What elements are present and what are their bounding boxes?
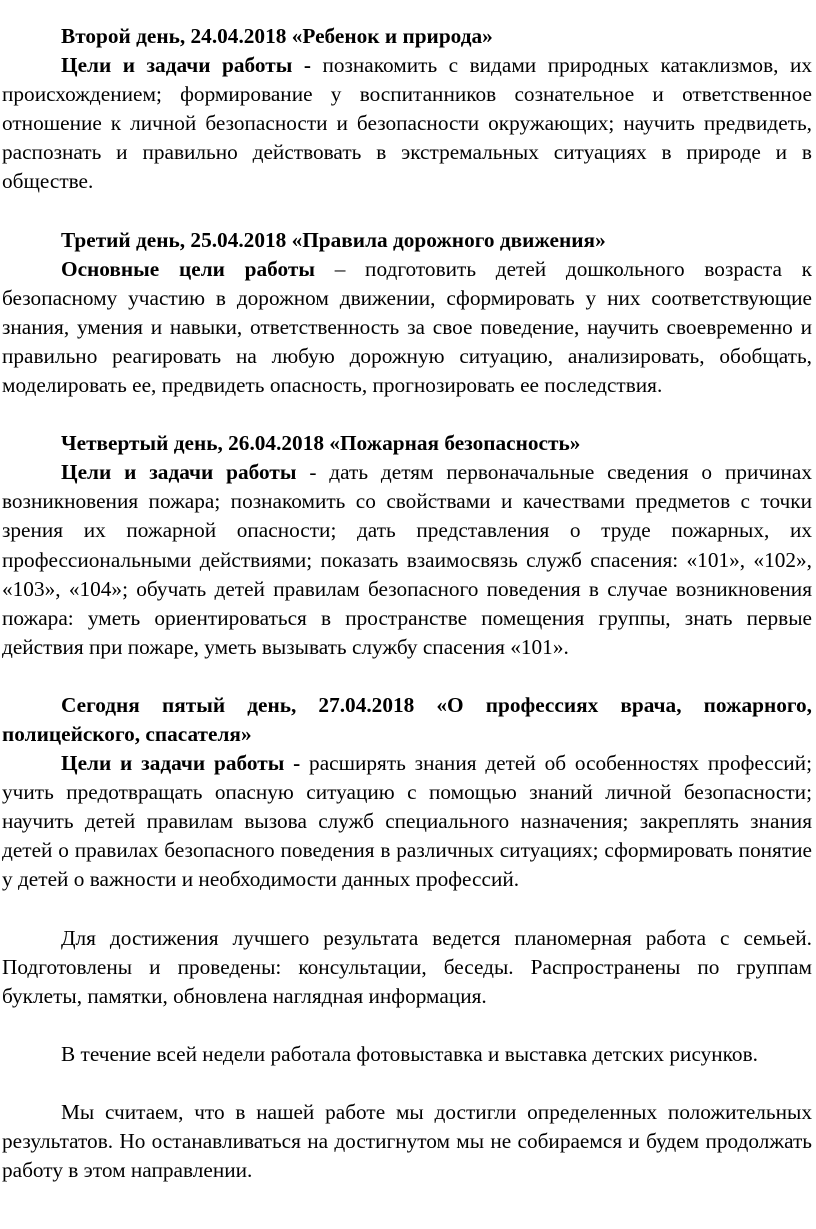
goals-label: Цели и задачи работы - <box>61 751 301 776</box>
section-body <box>2 255 812 400</box>
section-day-2 <box>2 22 812 197</box>
spacer <box>2 1011 812 1040</box>
goals-label: Цели и задачи работы - <box>61 53 311 78</box>
document-page <box>2 22 812 1185</box>
paragraph-conclusion: Мы считаем, что в нашей работе мы достигли определенных положительных результатов. Но останавливаться на достигнутом мы не собираемся и будем продолжать работу в этом направлении. <box>2 1099 812 1183</box>
section-day-3 <box>2 226 812 401</box>
section-heading: Третий день, 25.04.2018 «Правила дорожного движения» <box>61 227 606 252</box>
goals-text: - дать детям первоначальные сведения о причинах возникновения пожара; познакомить со свойствами и качествами предметов с точки зрения их пожарной опасности; дать представления о труде пожарных, их профессиональными действиями; показать взаимосвязь служб спасения: «101», «102», «103», «104»; обучать детей правилам безопасного поведения в случае возникновения пожара: уметь ориентироваться в пространстве помещения группы, знать первые действия при пожаре, уметь вызывать службу спасения «101». <box>2 460 812 659</box>
spacer <box>2 197 812 226</box>
section-heading: Второй день, 24.04.2018 «Ребенок и природа» <box>61 24 493 48</box>
goals-text: познакомить с видами природных катаклизмов, их происхождением; формирование у воспитанников сознательное и ответственное отношение к личной безопасности и безопасности окружающих; научить предвидеть, распознать и правильно действовать в экстремальных ситуациях в природе и в обществе. <box>2 53 812 194</box>
section-body <box>2 749 812 894</box>
goals-text: – подготовить детей дошкольного возраста к безопасному участию в дорожном движении, сформировать у них соответствующие знания, умения и навыки, ответственность за свое поведение, научить своевременно и правильно реагировать на любую дорожную ситуацию, анализировать, обобщать, моделировать ее, предвидеть опасность, прогнозировать ее последствия. <box>2 256 813 398</box>
section-body <box>2 458 812 662</box>
section-day-5 <box>2 691 812 895</box>
goals-text: расширять знания детей об особенностях профессий; учить предотвращать опасную ситуацию с помощью знаний личной безопасности; научить детей правилам вызова служб специального назначения; закреплять знания детей о правилах безопасного поведения в различных ситуациях; сформировать понятие у детей о важности и необходимости данных профессий. <box>2 751 812 892</box>
section-day-4 <box>2 429 812 662</box>
section-body <box>2 51 812 196</box>
spacer <box>2 662 812 691</box>
paragraph-family-work: Для достижения лучшего результата ведется планомерная работа с семьей. Подготовлены и проведены: консультации, беседы. Распространены по группам буклеты, памятки, обновлена наглядная информация. <box>2 925 812 1008</box>
section-heading: Четвертый день, 26.04.2018 «Пожарная безопасность» <box>61 431 581 456</box>
paragraph-exhibition: В течение всей недели работала фотовыставка и выставка детских рисунков. <box>61 1041 758 1066</box>
section-heading: Сегодня пятый день, 27.04.2018 «О профессиях врача, пожарного, полицейского, спасателя» <box>2 692 812 746</box>
goals-label: Цели и задачи работы <box>61 460 297 485</box>
goals-label: Основные цели работы <box>61 256 315 281</box>
spacer <box>2 1069 812 1098</box>
spacer <box>2 400 812 429</box>
spacer <box>2 895 812 924</box>
